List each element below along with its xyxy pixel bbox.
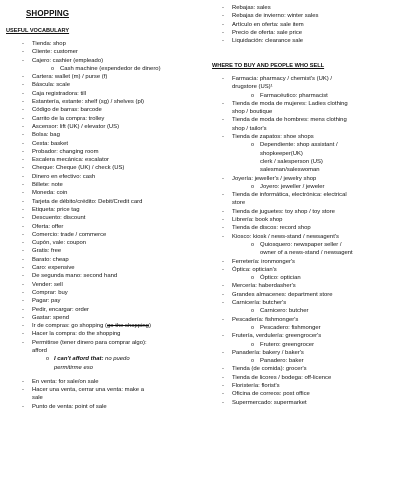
term: Panadería: <box>232 349 263 356</box>
list-item: drugstore (US)¹ <box>232 84 273 91</box>
term: Pescadero: <box>260 324 292 331</box>
term: Mercería: <box>232 283 259 290</box>
list-item <box>6 386 204 394</box>
term: Kiosco: <box>232 233 253 240</box>
translation: shop assistant / <box>296 142 338 149</box>
term: Comercio: <box>32 231 61 238</box>
example-phrase: I can't afford that: <box>54 356 104 363</box>
term: Cupón, vale: <box>32 240 67 247</box>
list-item <box>6 206 204 214</box>
struck-phrase: go the shopping <box>107 323 149 330</box>
term: Hacer la compra: <box>32 331 79 338</box>
list-item <box>206 4 404 12</box>
list-item <box>206 233 404 241</box>
translation: sales <box>256 5 271 11</box>
term: Tienda (de comida): <box>232 366 286 373</box>
term: Pedir, encargar: <box>32 306 76 313</box>
list-item <box>206 365 404 373</box>
term: Librería: <box>232 217 256 224</box>
term: Pescadería: <box>232 316 266 323</box>
list-item <box>6 131 204 139</box>
list-item <box>206 307 404 315</box>
term: Permitirse (tener dinero para comprar algo): <box>32 339 147 346</box>
translation: Ladies clothing <box>308 100 348 107</box>
list-item <box>206 12 404 20</box>
translation: buy <box>58 289 68 296</box>
term: Gastar: <box>32 314 53 321</box>
term: Vender: <box>32 281 54 288</box>
list-item <box>6 164 204 172</box>
translation: record shop <box>279 225 311 232</box>
translation: baker <box>288 358 304 365</box>
translation: book shop <box>255 217 283 224</box>
translation: for sale/on sale <box>58 378 99 385</box>
section-heading-where-to-buy: WHERE TO BUY AND PEOPLE WHO SELL <box>212 63 325 69</box>
term: Tienda de moda de mujeres: <box>232 100 309 107</box>
translation: sale price <box>276 29 303 36</box>
list-item <box>206 399 404 407</box>
term: Carnicería: <box>232 300 263 307</box>
translation: escalator <box>85 157 109 164</box>
term: Frutero: <box>260 341 283 348</box>
term: Farmacia: <box>232 76 260 82</box>
translation: spend <box>52 314 70 321</box>
list-item: clerk / salesperson (US) <box>260 158 323 165</box>
list-item <box>206 274 404 282</box>
translation: point of sale <box>74 403 107 410</box>
term: Joyero: <box>260 183 281 190</box>
term: Bolsa: <box>32 132 51 139</box>
closing-paren: ) <box>148 323 151 330</box>
term: Cheque: <box>32 165 56 172</box>
term: Barato: <box>32 256 53 263</box>
translation: go shopping ( <box>71 323 107 330</box>
list-item: shopkeeper(UK) <box>260 150 303 157</box>
translation: pharmacy / chemist's (UK) / <box>259 76 332 82</box>
translation: changing room <box>59 148 99 155</box>
translation: greengrocer's <box>285 333 322 340</box>
translation: price tag <box>56 206 80 213</box>
translation: bag <box>50 132 60 139</box>
list-item: shop / boutique <box>232 109 273 116</box>
list-item <box>6 330 204 338</box>
term: Tienda de moda de hombres: <box>232 117 311 124</box>
translation: winter sales <box>287 13 319 20</box>
list-item <box>206 382 404 390</box>
term: Tienda de juguetes: <box>232 208 286 215</box>
translation: (expendedor de dinero) <box>99 65 161 72</box>
term: Tienda de discos: <box>232 225 280 232</box>
term: Óptico: <box>260 275 281 282</box>
term: Dependiente: <box>260 142 297 149</box>
list-item <box>206 266 404 274</box>
term: Quiosquero: <box>260 241 294 248</box>
list-item <box>6 189 204 197</box>
list-item <box>6 403 204 411</box>
term: Hacer una venta, cerrar una venta: <box>32 387 125 394</box>
list-item: store <box>232 200 246 207</box>
translation: grocer's <box>285 366 307 373</box>
term: Carnicero: <box>260 308 289 315</box>
list-item <box>206 241 404 249</box>
list-item <box>6 140 204 148</box>
translation: scale <box>56 82 70 89</box>
list-item <box>6 231 204 239</box>
page-title: SHOPPING <box>26 9 70 18</box>
term: Precio de oferta: <box>232 29 277 36</box>
list-item <box>206 341 404 349</box>
list-item <box>206 92 404 100</box>
term: Joyería: <box>232 175 255 182</box>
list-item <box>206 75 404 83</box>
list-item <box>206 258 404 266</box>
term: Floristería: <box>232 382 262 389</box>
translation: optician's <box>252 266 277 273</box>
list-item <box>206 183 404 191</box>
list-item <box>206 316 404 324</box>
term: Billete: <box>32 182 52 189</box>
translation: butcher's <box>262 300 287 307</box>
list-item <box>206 224 404 232</box>
list-item <box>6 173 204 181</box>
list-item <box>6 378 204 386</box>
translation: basket <box>50 140 69 147</box>
term: Tienda: <box>32 41 54 47</box>
list-item <box>206 21 404 29</box>
term: En venta: <box>32 378 59 385</box>
term: Etiqueta: <box>32 206 57 213</box>
term: Rebajas de invierno: <box>232 13 288 20</box>
list-item <box>6 314 204 322</box>
term: Dinero en efectivo: <box>32 173 83 180</box>
translation: do the shopping <box>78 331 121 338</box>
list-item <box>206 332 404 340</box>
list-item: sale <box>32 395 43 402</box>
list-item <box>206 299 404 307</box>
example-translation: no puedo <box>103 356 130 363</box>
list-item <box>206 216 404 224</box>
translation: offer <box>51 223 64 230</box>
translation: discount <box>63 215 86 222</box>
translation: expensive <box>48 265 75 272</box>
list-item <box>206 324 404 332</box>
list-item <box>6 198 204 206</box>
term: De segunda mano: <box>32 273 84 280</box>
list-item <box>6 281 204 289</box>
list-item <box>206 37 404 45</box>
term: Cesta: <box>32 140 51 147</box>
translation: haberdasher's <box>258 283 296 290</box>
term: Frutería, verdulería: <box>232 333 286 340</box>
list-item <box>6 306 204 314</box>
list-item: afford <box>32 347 47 354</box>
list-item <box>6 289 204 297</box>
translation: lift (UK) / elevator (US) <box>59 123 120 130</box>
vocabulary-list <box>6 40 204 411</box>
term: Escalera mecánica: <box>32 157 86 164</box>
term: Supermercado: <box>232 399 274 406</box>
list-item <box>6 98 204 106</box>
term: Moneda: <box>32 190 57 197</box>
list-item <box>6 156 204 164</box>
term: Caja registradora: <box>32 90 81 97</box>
translation: shoe shops <box>283 134 314 141</box>
translation: trade / commerce <box>60 231 107 238</box>
translation: fishmonger <box>291 324 321 331</box>
list-item <box>6 73 204 81</box>
translation: shelf (sg) / shelves (pl) <box>84 99 144 106</box>
translation: make a <box>124 387 144 394</box>
translation: greengrocer <box>282 341 315 348</box>
list-item <box>206 208 404 216</box>
term: Farmacéutico: <box>260 92 299 99</box>
term: Cash machine <box>60 65 100 72</box>
list-item <box>206 29 404 37</box>
translation: cash <box>82 173 96 180</box>
term: Ir de compras: <box>32 323 72 330</box>
translation: wallet (m) / purse (f) <box>54 74 108 81</box>
where-to-buy-list <box>206 75 404 407</box>
translation: order <box>75 306 89 313</box>
translation: post office <box>283 391 310 398</box>
translation: customer <box>53 49 78 56</box>
list-item <box>6 223 204 231</box>
term: Rebajas: <box>232 5 257 11</box>
term: Cliente: <box>32 49 54 56</box>
translation: mens clothing <box>310 117 347 124</box>
term: Tienda de zapatos: <box>232 134 284 141</box>
term: Gratis: <box>32 248 51 255</box>
translation: trolley <box>88 115 105 122</box>
term: Código de barras: <box>32 107 81 114</box>
translation: jeweller / jeweler <box>280 183 325 190</box>
list-item <box>6 239 204 247</box>
translation: Debit/Credit card <box>98 198 143 205</box>
list-item <box>6 264 204 272</box>
list-item <box>206 291 404 299</box>
translation: ironmonger's <box>261 258 296 265</box>
translation: clearance sale <box>265 38 304 45</box>
list-item <box>6 90 204 98</box>
translation: jeweller's / jewelry shop <box>254 175 317 182</box>
list-item <box>206 349 404 357</box>
translation: Cheque (UK) / check (US) <box>55 165 125 172</box>
translation: sale item <box>280 21 304 28</box>
term: Caro: <box>32 265 49 272</box>
list-item <box>206 133 404 141</box>
term: Óptica: <box>232 266 253 273</box>
term: Báscula: <box>32 82 57 89</box>
list-item <box>6 322 204 330</box>
list-item <box>6 115 204 123</box>
list-item: shop / tailor's <box>232 125 267 132</box>
translation: shop <box>53 41 66 47</box>
list-item: permitirme eso <box>54 364 93 371</box>
translation: fishmonger's <box>265 316 299 323</box>
translation: coupon <box>66 240 87 247</box>
term: Panadero: <box>260 358 289 365</box>
term: Carrito de la compra: <box>32 115 89 122</box>
translation: butcher <box>288 308 309 315</box>
translation: off-licence <box>304 374 332 381</box>
list-item: owner of a news-stand / newsagent <box>260 250 353 257</box>
translation: florist's <box>261 382 280 389</box>
term: Descuento: <box>32 215 64 222</box>
term: Tienda de informática, electrónica: <box>232 192 324 199</box>
list-item <box>206 191 404 199</box>
list-item <box>206 116 404 124</box>
list-item <box>6 272 204 280</box>
term: Oficina de correos: <box>232 391 284 398</box>
list-item <box>206 390 404 398</box>
term: Grandes almacenes: <box>232 291 288 298</box>
term: Liquidación: <box>232 38 266 45</box>
list-item <box>6 81 204 89</box>
term: Punto de venta: <box>32 403 75 410</box>
translation: till <box>80 90 87 97</box>
list-item <box>206 141 404 149</box>
list-item <box>206 100 404 108</box>
translation: pay <box>51 298 61 305</box>
term: Cartera: <box>32 74 55 81</box>
section-heading-vocabulary: USEFUL VOCABULARY <box>6 28 70 34</box>
term: Comprar: <box>32 289 59 296</box>
term: Oferta: <box>32 223 52 230</box>
term: Estantería, estante: <box>32 99 85 106</box>
term: Ferretería: <box>232 258 262 265</box>
list-item: salesman/saleswoman <box>260 167 320 174</box>
translation: bakery / baker's <box>262 349 304 356</box>
term: Probador: <box>32 148 60 155</box>
translation: pharmacist <box>298 92 328 99</box>
translation: department store <box>288 291 333 298</box>
translation: barcode <box>80 107 102 114</box>
translation: coin <box>56 190 68 197</box>
translation: supermarket <box>273 399 307 406</box>
list-item <box>6 256 204 264</box>
list-item <box>6 214 204 222</box>
translation: note <box>51 182 63 189</box>
term: Ascensor: <box>32 123 60 130</box>
translation: sell <box>53 281 63 288</box>
list-item <box>6 65 204 73</box>
translation: cashier (empleado) <box>52 57 104 64</box>
list-item <box>6 247 204 255</box>
list-item <box>206 175 404 183</box>
list-item <box>6 181 204 189</box>
list-item <box>6 123 204 131</box>
list-item <box>206 374 404 382</box>
sales-list <box>206 4 404 45</box>
translation: cheap <box>52 256 69 263</box>
term: Pagar: <box>32 298 51 305</box>
term: Tienda de licores / bodega: <box>232 374 305 381</box>
translation: toy shop / toy store <box>285 208 335 215</box>
list-item <box>206 357 404 365</box>
term: Cajero: <box>32 57 53 64</box>
translation: newspaper seller / <box>293 241 342 248</box>
translation: free <box>50 248 62 255</box>
list-item <box>206 282 404 290</box>
translation: optician <box>280 275 301 282</box>
list-item <box>6 40 204 48</box>
term: Tarjeta de débito/crédito: <box>32 198 99 205</box>
list-item <box>6 57 204 65</box>
translation: electrical <box>323 192 347 199</box>
list-item <box>6 148 204 156</box>
list-item <box>6 355 204 363</box>
translation: second hand <box>83 273 118 280</box>
term: Artículo en oferta: <box>232 21 281 28</box>
list-item <box>6 48 204 56</box>
list-item <box>6 297 204 305</box>
list-item <box>6 339 204 347</box>
list-item <box>6 106 204 114</box>
translation: kiosk / news-stand / newsagent's <box>252 233 339 240</box>
